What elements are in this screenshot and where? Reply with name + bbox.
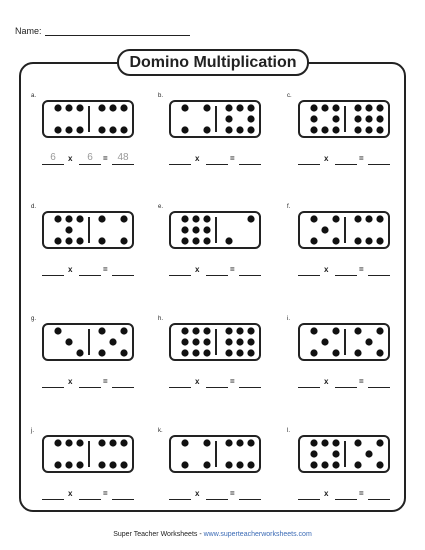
pip bbox=[332, 215, 339, 222]
pip bbox=[76, 439, 83, 446]
problem-letter: j. bbox=[31, 428, 34, 434]
pip bbox=[192, 237, 199, 244]
pip bbox=[203, 338, 210, 345]
pip bbox=[376, 327, 383, 334]
pip bbox=[247, 349, 254, 356]
pip bbox=[203, 349, 210, 356]
pip bbox=[98, 126, 105, 133]
pip bbox=[310, 126, 317, 133]
pip bbox=[181, 104, 188, 111]
problem-cell bbox=[31, 316, 141, 416]
pip bbox=[332, 327, 339, 334]
pip bbox=[203, 215, 210, 222]
pip bbox=[65, 126, 72, 133]
pip-group bbox=[310, 439, 339, 468]
pip bbox=[354, 104, 361, 111]
pip bbox=[120, 126, 127, 133]
problem-cell bbox=[31, 204, 141, 304]
pip bbox=[376, 461, 383, 468]
equals-sign: = bbox=[359, 265, 364, 274]
pip bbox=[236, 327, 243, 334]
pip bbox=[225, 439, 232, 446]
equation bbox=[42, 376, 134, 390]
pip bbox=[365, 338, 372, 345]
equation bbox=[169, 488, 261, 502]
equals-sign: = bbox=[103, 489, 108, 498]
pip bbox=[236, 349, 243, 356]
equals-sign: = bbox=[230, 265, 235, 274]
equation bbox=[42, 264, 134, 278]
pip-group bbox=[54, 439, 83, 468]
domino-divider bbox=[88, 441, 90, 467]
pip bbox=[98, 104, 105, 111]
name-label: Name: bbox=[15, 26, 42, 36]
pip bbox=[65, 215, 72, 222]
pip bbox=[321, 104, 328, 111]
pip bbox=[310, 461, 317, 468]
pip bbox=[98, 215, 105, 222]
domino bbox=[42, 323, 134, 361]
pip bbox=[376, 439, 383, 446]
answer-blank[interactable] bbox=[79, 377, 101, 388]
pip bbox=[181, 226, 188, 233]
answer-blank[interactable] bbox=[335, 489, 357, 500]
pip bbox=[54, 327, 61, 334]
pip bbox=[365, 104, 372, 111]
equals-sign: = bbox=[230, 489, 235, 498]
answer-blank[interactable] bbox=[206, 154, 228, 165]
pip bbox=[321, 338, 328, 345]
answer-blank[interactable] bbox=[169, 377, 191, 388]
times-sign: x bbox=[195, 154, 200, 163]
pip bbox=[310, 327, 317, 334]
pip bbox=[376, 237, 383, 244]
pip bbox=[109, 104, 116, 111]
pip bbox=[65, 104, 72, 111]
times-sign: x bbox=[68, 265, 73, 274]
example-value: 6 bbox=[50, 152, 56, 163]
pip bbox=[65, 338, 72, 345]
equals-sign: = bbox=[359, 154, 364, 163]
pip bbox=[332, 450, 339, 457]
times-sign: x bbox=[195, 377, 200, 386]
pip-group bbox=[225, 327, 254, 356]
domino-divider bbox=[344, 217, 346, 243]
answer-blank[interactable] bbox=[169, 489, 191, 500]
pip bbox=[192, 349, 199, 356]
domino bbox=[42, 211, 134, 249]
domino bbox=[42, 435, 134, 473]
problem-cell bbox=[287, 204, 397, 304]
footer-brand: Super Teacher Worksheets - bbox=[113, 531, 204, 538]
pip-group bbox=[54, 327, 83, 356]
domino-divider bbox=[215, 106, 217, 132]
equals-sign: = bbox=[103, 154, 108, 163]
answer-blank[interactable] bbox=[169, 265, 191, 276]
problem-letter: c. bbox=[287, 93, 292, 99]
equation bbox=[42, 153, 134, 167]
pip bbox=[203, 439, 210, 446]
problem-letter: k. bbox=[158, 428, 163, 434]
problem-cell bbox=[31, 428, 141, 528]
pip bbox=[120, 237, 127, 244]
answer-blank[interactable] bbox=[239, 265, 261, 276]
times-sign: x bbox=[324, 154, 329, 163]
pip bbox=[225, 327, 232, 334]
pip bbox=[332, 104, 339, 111]
pip bbox=[109, 338, 116, 345]
pip bbox=[192, 338, 199, 345]
problem-letter: d. bbox=[31, 204, 37, 210]
page-title: Domino Multiplication bbox=[117, 49, 309, 76]
pip bbox=[98, 461, 105, 468]
pip bbox=[354, 461, 361, 468]
domino-divider bbox=[344, 441, 346, 467]
domino bbox=[42, 100, 134, 138]
pip bbox=[247, 439, 254, 446]
pip bbox=[120, 327, 127, 334]
pip bbox=[225, 237, 232, 244]
pip bbox=[321, 461, 328, 468]
problem-cell bbox=[158, 428, 268, 528]
domino-divider bbox=[88, 217, 90, 243]
pip bbox=[225, 115, 232, 122]
pip bbox=[109, 439, 116, 446]
pip bbox=[203, 461, 210, 468]
pip-group bbox=[354, 104, 383, 133]
answer-blank[interactable] bbox=[335, 265, 357, 276]
pip bbox=[332, 349, 339, 356]
answer-blank[interactable] bbox=[239, 154, 261, 165]
pip-group bbox=[181, 327, 210, 356]
pip bbox=[181, 126, 188, 133]
domino-divider bbox=[215, 329, 217, 355]
pip bbox=[376, 104, 383, 111]
answer-blank[interactable] bbox=[368, 154, 390, 165]
answer-blank[interactable] bbox=[206, 265, 228, 276]
pip bbox=[120, 439, 127, 446]
problem-letter: a. bbox=[31, 93, 37, 99]
pip bbox=[247, 215, 254, 222]
pip bbox=[236, 338, 243, 345]
answer-blank[interactable] bbox=[42, 265, 64, 276]
pip bbox=[332, 237, 339, 244]
problem-cell bbox=[158, 204, 268, 304]
domino bbox=[169, 211, 261, 249]
pip bbox=[321, 126, 328, 133]
problem-cell bbox=[158, 93, 268, 193]
pip bbox=[354, 126, 361, 133]
pip bbox=[203, 237, 210, 244]
problem-cell bbox=[31, 93, 141, 193]
domino bbox=[298, 211, 390, 249]
domino-divider bbox=[215, 441, 217, 467]
equals-sign: = bbox=[359, 377, 364, 386]
pip bbox=[120, 215, 127, 222]
pip bbox=[54, 126, 61, 133]
name-row bbox=[15, 26, 190, 36]
pip bbox=[203, 327, 210, 334]
answer-blank[interactable] bbox=[368, 377, 390, 388]
problem-cell bbox=[287, 93, 397, 193]
domino-divider bbox=[88, 106, 90, 132]
pip bbox=[76, 104, 83, 111]
pip bbox=[120, 349, 127, 356]
pip bbox=[310, 215, 317, 222]
equation bbox=[169, 264, 261, 278]
equals-sign: = bbox=[359, 489, 364, 498]
answer-blank[interactable] bbox=[42, 489, 64, 500]
pip bbox=[225, 461, 232, 468]
pip bbox=[98, 349, 105, 356]
times-sign: x bbox=[195, 489, 200, 498]
domino bbox=[298, 435, 390, 473]
pip bbox=[65, 461, 72, 468]
equals-sign: = bbox=[230, 377, 235, 386]
answer-blank[interactable] bbox=[298, 154, 320, 165]
pip bbox=[120, 104, 127, 111]
pip bbox=[76, 237, 83, 244]
answer-blank[interactable] bbox=[298, 377, 320, 388]
pip bbox=[310, 439, 317, 446]
equation bbox=[169, 376, 261, 390]
answer-blank[interactable] bbox=[206, 489, 228, 500]
pip bbox=[332, 439, 339, 446]
domino-divider bbox=[88, 329, 90, 355]
pip bbox=[181, 215, 188, 222]
answer-blank[interactable] bbox=[42, 377, 64, 388]
pip-group bbox=[98, 439, 127, 468]
pip-group bbox=[310, 327, 339, 356]
pip bbox=[225, 104, 232, 111]
pip bbox=[54, 104, 61, 111]
pip bbox=[54, 237, 61, 244]
pip bbox=[365, 450, 372, 457]
answer-blank[interactable] bbox=[368, 489, 390, 500]
pip-group bbox=[54, 215, 83, 244]
times-sign: x bbox=[324, 265, 329, 274]
example-value: 6 bbox=[87, 152, 93, 163]
pip bbox=[65, 439, 72, 446]
times-sign: x bbox=[68, 154, 73, 163]
pip bbox=[98, 439, 105, 446]
answer-blank[interactable] bbox=[112, 154, 134, 165]
equation bbox=[42, 488, 134, 502]
pip bbox=[192, 327, 199, 334]
pip-group bbox=[98, 215, 127, 244]
pip bbox=[376, 349, 383, 356]
pip-group bbox=[181, 439, 210, 468]
pip bbox=[354, 215, 361, 222]
domino-divider bbox=[215, 217, 217, 243]
answer-blank[interactable] bbox=[239, 377, 261, 388]
pip bbox=[120, 461, 127, 468]
problem-letter: e. bbox=[158, 204, 164, 210]
pip bbox=[376, 115, 383, 122]
pip bbox=[376, 126, 383, 133]
pip bbox=[354, 439, 361, 446]
equation bbox=[298, 153, 390, 167]
pip bbox=[181, 349, 188, 356]
times-sign: x bbox=[324, 489, 329, 498]
pip bbox=[236, 461, 243, 468]
pip bbox=[310, 104, 317, 111]
domino bbox=[169, 435, 261, 473]
pip bbox=[54, 439, 61, 446]
answer-blank[interactable] bbox=[298, 489, 320, 500]
pip bbox=[54, 461, 61, 468]
pip bbox=[65, 237, 72, 244]
pip bbox=[76, 461, 83, 468]
problem-cell bbox=[158, 316, 268, 416]
pip bbox=[354, 115, 361, 122]
pip-group bbox=[98, 327, 127, 356]
pip bbox=[225, 126, 232, 133]
problem-letter: g. bbox=[31, 316, 37, 322]
answer-blank[interactable] bbox=[239, 489, 261, 500]
pip bbox=[365, 115, 372, 122]
answer-blank[interactable] bbox=[169, 154, 191, 165]
pip-group bbox=[181, 215, 210, 244]
pip bbox=[365, 126, 372, 133]
answer-blank[interactable] bbox=[335, 377, 357, 388]
pip bbox=[225, 338, 232, 345]
pip bbox=[203, 104, 210, 111]
pip bbox=[98, 327, 105, 334]
pip bbox=[203, 226, 210, 233]
example-value: 48 bbox=[117, 152, 129, 163]
times-sign: x bbox=[324, 377, 329, 386]
pip bbox=[247, 338, 254, 345]
pip bbox=[54, 215, 61, 222]
pip bbox=[76, 349, 83, 356]
pip bbox=[354, 349, 361, 356]
equation bbox=[169, 153, 261, 167]
times-sign: x bbox=[68, 377, 73, 386]
domino-divider bbox=[344, 106, 346, 132]
equals-sign: = bbox=[103, 265, 108, 274]
pip bbox=[65, 226, 72, 233]
pip bbox=[321, 226, 328, 233]
pip bbox=[365, 237, 372, 244]
pip bbox=[181, 327, 188, 334]
domino bbox=[298, 100, 390, 138]
footer-url[interactable]: www.superteacherworksheets.com bbox=[203, 531, 312, 538]
pip bbox=[247, 126, 254, 133]
pip bbox=[321, 439, 328, 446]
pip-group bbox=[310, 104, 339, 133]
name-field[interactable] bbox=[45, 26, 190, 36]
domino-divider bbox=[344, 329, 346, 355]
pip bbox=[76, 215, 83, 222]
pip bbox=[236, 104, 243, 111]
pip bbox=[376, 215, 383, 222]
pip bbox=[203, 126, 210, 133]
pip-group bbox=[225, 215, 254, 244]
pip bbox=[109, 461, 116, 468]
pip-group bbox=[310, 215, 339, 244]
answer-blank[interactable] bbox=[206, 377, 228, 388]
answer-blank[interactable] bbox=[112, 377, 134, 388]
answer-blank[interactable] bbox=[368, 265, 390, 276]
pip bbox=[310, 115, 317, 122]
equals-sign: = bbox=[230, 154, 235, 163]
pip-group bbox=[354, 327, 383, 356]
answer-blank[interactable] bbox=[42, 154, 64, 165]
pip bbox=[310, 349, 317, 356]
pip bbox=[247, 104, 254, 111]
pip bbox=[236, 126, 243, 133]
equation bbox=[298, 488, 390, 502]
problem-letter: h. bbox=[158, 316, 164, 322]
pip bbox=[76, 126, 83, 133]
pip-group bbox=[54, 104, 83, 133]
pip bbox=[192, 215, 199, 222]
pip-group bbox=[225, 104, 254, 133]
problem-letter: l. bbox=[287, 428, 290, 434]
pip bbox=[225, 349, 232, 356]
pip-group bbox=[181, 104, 210, 133]
problem-letter: b. bbox=[158, 93, 164, 99]
pip bbox=[181, 461, 188, 468]
footer bbox=[0, 531, 425, 538]
answer-blank[interactable] bbox=[112, 265, 134, 276]
pip-group bbox=[98, 104, 127, 133]
pip bbox=[109, 126, 116, 133]
pip bbox=[310, 450, 317, 457]
answer-blank[interactable] bbox=[79, 265, 101, 276]
pip bbox=[98, 237, 105, 244]
pip bbox=[247, 115, 254, 122]
pip bbox=[181, 237, 188, 244]
pip bbox=[332, 461, 339, 468]
pip bbox=[354, 237, 361, 244]
equals-sign: = bbox=[103, 377, 108, 386]
problem-letter: i. bbox=[287, 316, 290, 322]
pip bbox=[354, 327, 361, 334]
answer-blank[interactable] bbox=[112, 489, 134, 500]
answer-blank[interactable] bbox=[79, 489, 101, 500]
equation bbox=[298, 264, 390, 278]
pip bbox=[332, 126, 339, 133]
problem-cell bbox=[287, 316, 397, 416]
pip bbox=[247, 461, 254, 468]
pip bbox=[181, 439, 188, 446]
pip bbox=[247, 327, 254, 334]
pip bbox=[192, 226, 199, 233]
domino bbox=[298, 323, 390, 361]
pip bbox=[236, 439, 243, 446]
times-sign: x bbox=[68, 489, 73, 498]
answer-blank[interactable] bbox=[298, 265, 320, 276]
problem-letter: f. bbox=[287, 204, 291, 210]
domino bbox=[169, 323, 261, 361]
domino bbox=[169, 100, 261, 138]
pip bbox=[181, 338, 188, 345]
problem-cell bbox=[287, 428, 397, 528]
pip-group bbox=[354, 439, 383, 468]
equation bbox=[298, 376, 390, 390]
times-sign: x bbox=[195, 265, 200, 274]
pip bbox=[365, 215, 372, 222]
pip-group bbox=[225, 439, 254, 468]
pip bbox=[332, 115, 339, 122]
pip-group bbox=[354, 215, 383, 244]
answer-blank[interactable] bbox=[335, 154, 357, 165]
answer-blank[interactable] bbox=[79, 154, 101, 165]
pip bbox=[310, 237, 317, 244]
